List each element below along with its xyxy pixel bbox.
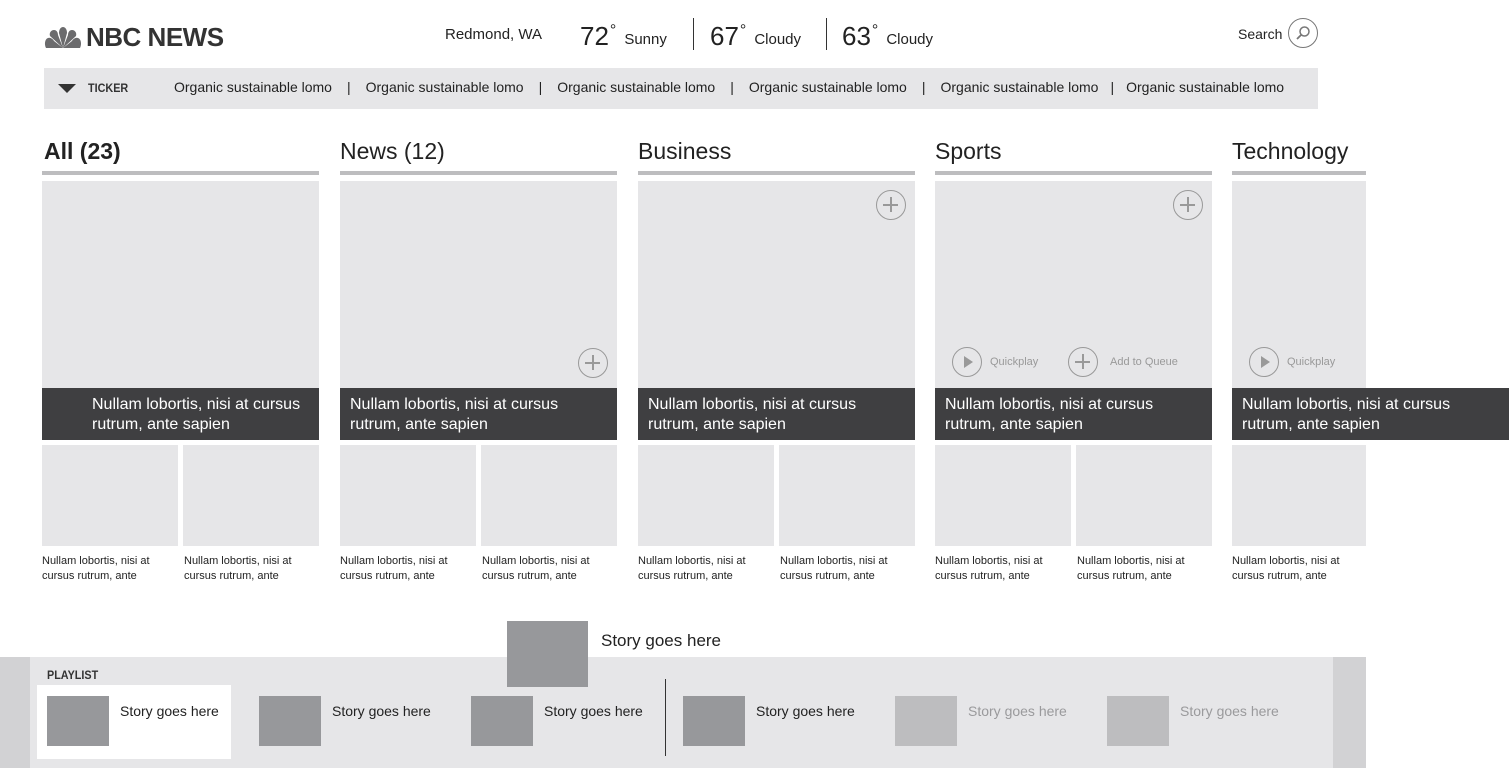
ticker-separator: |	[1110, 79, 1115, 95]
ticker-item[interactable]: Organic sustainable lomo	[940, 79, 1099, 95]
playlist-item-label: Story goes here	[756, 703, 855, 719]
story-caption[interactable]: Nullam lobortis, nisi at cursus rutrum, ante	[1232, 555, 1340, 582]
search-label[interactable]: Search	[1238, 26, 1283, 42]
ticker-item[interactable]: Organic sustainable lomo	[365, 79, 524, 95]
ticker-item[interactable]: Organic sustainable lomo	[1126, 79, 1285, 95]
dragging-story-label: Story goes here	[601, 631, 722, 650]
hero-caption: Nullam lobortis, nisi at cursus rutrum, ante sapien	[340, 388, 617, 440]
playlist-item[interactable]	[471, 696, 643, 746]
section-rule	[340, 171, 617, 175]
story-thumbnail[interactable]	[1232, 445, 1366, 546]
hero-caption: Nullam lobortis, nisi at cursus rutrum, ante sapien	[935, 388, 1212, 440]
search-icon	[1295, 25, 1311, 41]
playlist-item-label: Story goes here	[1180, 703, 1279, 719]
play-icon	[1249, 347, 1279, 377]
ticker-separator: |	[730, 79, 734, 95]
playlist-item[interactable]	[683, 696, 855, 746]
playlist-item-label: Story goes here	[544, 703, 643, 719]
playlist-scroll-right[interactable]	[1333, 657, 1366, 768]
playlist-thumbnail	[1107, 696, 1169, 746]
section-title-business[interactable]: Business	[638, 138, 732, 164]
section-rule	[42, 171, 319, 175]
weather-temp: 63°	[842, 20, 879, 51]
playlist-title: PLAYLIST	[47, 668, 99, 682]
story-thumbnail[interactable]	[340, 445, 476, 546]
hero-story-tile[interactable]	[340, 181, 617, 440]
add-icon	[1068, 347, 1098, 377]
weather-temp: 72°	[580, 20, 617, 51]
playlist-insert-marker	[665, 679, 666, 756]
story-caption[interactable]: Nullam lobortis, nisi at cursus rutrum, ante	[184, 555, 292, 582]
add-icon[interactable]	[876, 190, 906, 220]
dragging-story-thumbnail[interactable]	[507, 621, 588, 687]
playlist-item-label: Story goes here	[120, 703, 219, 719]
playlist-thumbnail	[259, 696, 321, 746]
section-title-news[interactable]: News (12)	[340, 138, 445, 164]
add-icon[interactable]	[1173, 190, 1203, 220]
section-title-all[interactable]: All (23)	[44, 138, 121, 164]
playlist-item[interactable]	[47, 696, 219, 746]
weather-divider	[693, 18, 694, 50]
weather-condition: Cloudy	[886, 30, 934, 48]
weather-location: Redmond, WA	[445, 26, 542, 43]
playlist-item[interactable]	[895, 696, 1067, 746]
playlist-thumbnail	[895, 696, 957, 746]
story-thumbnail[interactable]	[779, 445, 915, 546]
nbc-news-logo[interactable]	[44, 22, 224, 52]
add-to-queue-button[interactable]	[1068, 347, 1178, 377]
story-thumbnail[interactable]	[481, 445, 617, 546]
story-caption[interactable]: Nullam lobortis, nisi at cursus rutrum, ante	[1077, 555, 1185, 582]
ticker-item[interactable]: Organic sustainable lomo	[174, 79, 332, 95]
hero-story-tile[interactable]	[42, 181, 319, 440]
ticker-item[interactable]: Organic sustainable lomo	[748, 79, 907, 95]
section-title-sports[interactable]: Sports	[935, 138, 1002, 164]
ticker-bar	[44, 68, 1318, 109]
playlist-item-label: Story goes here	[968, 703, 1067, 719]
quickplay-button[interactable]	[952, 347, 1038, 377]
ticker-item[interactable]: Organic sustainable lomo	[557, 79, 716, 95]
quickplay-label: Quickplay	[990, 356, 1039, 368]
section-rule	[935, 171, 1212, 175]
playlist-item[interactable]	[1107, 696, 1279, 746]
hero-story-tile[interactable]	[935, 181, 1212, 440]
ticker-collapse-icon[interactable]	[58, 84, 76, 93]
story-caption[interactable]: Nullam lobortis, nisi at cursus rutrum, ante	[935, 555, 1043, 582]
quickplay-button[interactable]	[1249, 347, 1335, 377]
playlist-scroll-left[interactable]	[0, 657, 30, 768]
play-icon	[952, 347, 982, 377]
playlist-item-label: Story goes here	[332, 703, 431, 719]
add-icon[interactable]	[578, 348, 608, 378]
hero-caption: Nullam lobortis, nisi at cursus rutrum, ante sapien	[42, 388, 319, 440]
add-to-queue-label: Add to Queue	[1110, 356, 1178, 368]
weather-day-3	[842, 12, 933, 60]
weather-condition: Sunny	[624, 30, 667, 48]
hero-story-tile[interactable]	[1232, 181, 1451, 440]
peacock-icon	[44, 26, 82, 48]
story-caption[interactable]: Nullam lobortis, nisi at cursus rutrum, ante	[340, 555, 448, 582]
story-thumbnail[interactable]	[42, 445, 178, 546]
story-caption[interactable]: Nullam lobortis, nisi at cursus rutrum, ante	[42, 555, 150, 582]
quickplay-label: Quickplay	[1287, 356, 1336, 368]
logo-text: NBC NEWS	[86, 21, 224, 52]
story-thumbnail[interactable]	[935, 445, 1071, 546]
story-thumbnail[interactable]	[638, 445, 774, 546]
hero-story-tile[interactable]	[638, 181, 915, 440]
ticker-separator: |	[921, 79, 926, 95]
ticker-label: TICKER	[88, 81, 129, 95]
playlist-thumbnail	[471, 696, 533, 746]
section-title-technology[interactable]: Technology	[1232, 138, 1349, 164]
playlist-item[interactable]	[259, 696, 431, 746]
ticker-separator: |	[346, 79, 351, 95]
weather-divider	[826, 18, 827, 50]
story-caption[interactable]: Nullam lobortis, nisi at cursus rutrum, ante	[638, 555, 746, 582]
weather-day-2	[710, 12, 801, 60]
story-thumbnail[interactable]	[1076, 445, 1212, 546]
ticker-items	[174, 79, 1284, 95]
weather-condition: Cloudy	[754, 30, 802, 48]
search-button[interactable]	[1288, 18, 1318, 48]
story-caption[interactable]: Nullam lobortis, nisi at cursus rutrum, ante	[482, 555, 590, 582]
hero-caption: Nullam lobortis, nisi at cursus rutrum, ante sapien	[638, 388, 915, 440]
hero-caption: Nullam lobortis, nisi at cursus rutrum, ante sapien	[1232, 388, 1509, 440]
story-thumbnail[interactable]	[183, 445, 319, 546]
playlist-thumbnail	[47, 696, 109, 746]
weather-temp: 67°	[710, 20, 747, 51]
ticker-separator: |	[538, 79, 543, 95]
section-rule	[1232, 171, 1366, 175]
weather-today	[580, 12, 667, 60]
section-rule	[638, 171, 915, 175]
story-caption[interactable]: Nullam lobortis, nisi at cursus rutrum, ante	[780, 555, 888, 582]
playlist-thumbnail	[683, 696, 745, 746]
